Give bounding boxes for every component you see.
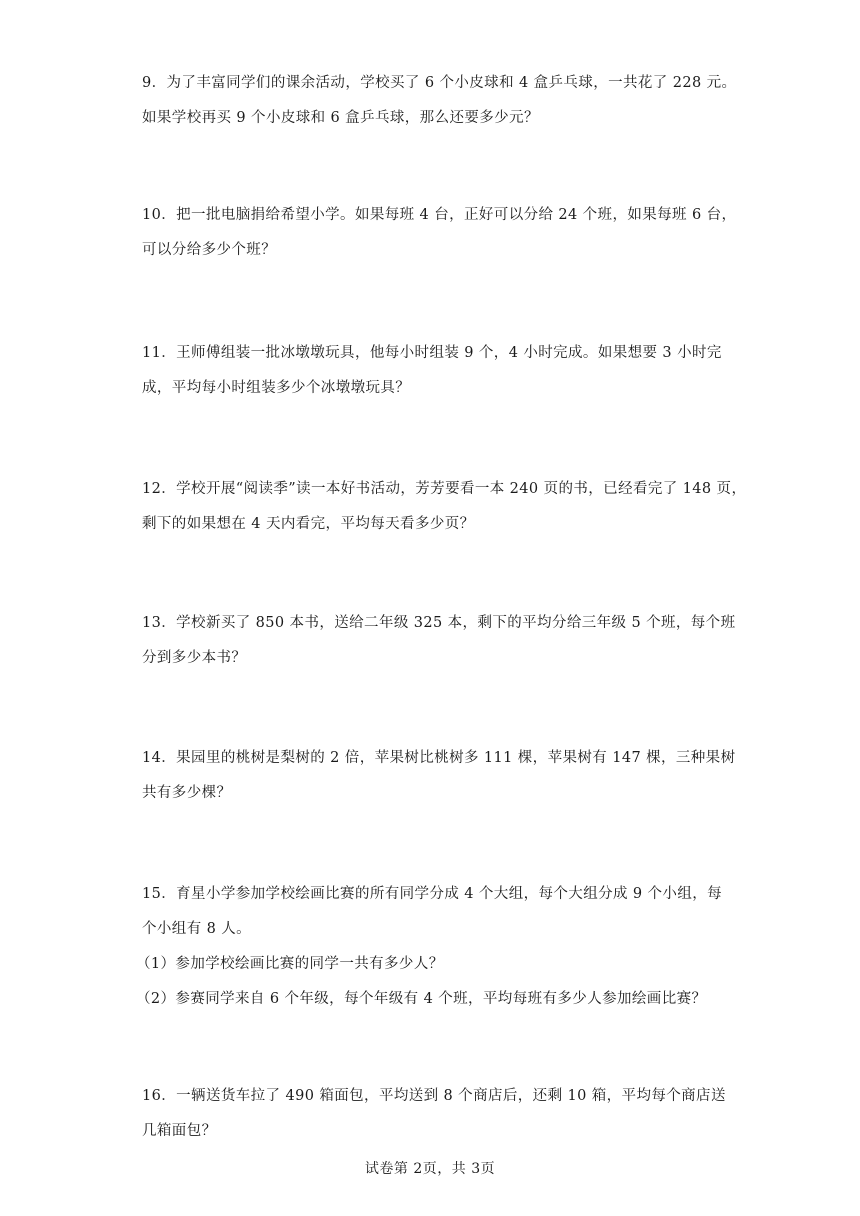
question-line: 共有多少棵？ <box>142 785 232 801</box>
question-line: 成，平均每小时组装多少个冰墩墩玩具？ <box>142 380 411 396</box>
question-11 <box>142 336 724 406</box>
question-9 <box>142 66 737 136</box>
sub-question-2: （2）参赛同学来自 6 个年级，每个年级有 4 个班，平均每班有多少人参加绘画比赛？ <box>136 991 707 1007</box>
question-line: 如果学校再买 9 个小皮球和 6 盒乒乓球，那么还要多少元？ <box>142 110 539 126</box>
question-line: 分到多少本书？ <box>142 650 247 666</box>
question-line: 16．一辆送货车拉了 490 箱面包，平均送到 8 个商店后，还剩 10 箱，平均每个商店送 <box>142 1088 726 1104</box>
question-line: 可以分给多少个班？ <box>142 242 277 258</box>
sub-question-1: （1）参加学校绘画比赛的同学一共有多少人？ <box>136 956 444 972</box>
question-line: 10．把一批电脑捐给希望小学。如果每班 4 台，正好可以分给 24 个班，如果每班 6 台， <box>142 207 737 223</box>
question-10 <box>142 198 737 268</box>
question-12 <box>142 472 747 542</box>
question-line: 15．育星小学参加学校绘画比赛的所有同学分成 4 个大组，每个大组分成 9 个小组，每 <box>142 886 723 902</box>
question-line: 14．果园里的桃树是梨树的 2 倍，苹果树比桃树多 111 棵，苹果树有 147 棵，三种果树 <box>142 750 736 766</box>
question-15 <box>136 877 724 1017</box>
question-line: 剩下的如果想在 4 天内看完，平均每天看多少页？ <box>142 516 475 532</box>
question-line: 13．学校新买了 850 本书，送给二年级 325 本，剩下的平均分给三年级 5 个班，每个班 <box>142 615 736 631</box>
question-14 <box>142 741 736 811</box>
question-13 <box>142 606 736 676</box>
question-line: 9．为了丰富同学们的课余活动，学校买了 6 个小皮球和 4 盒乒乓球，一共花了 228 元。 <box>142 75 737 91</box>
page-footer: 试卷第 2页，共 3页 <box>364 1161 496 1177</box>
question-line: 11．王师傅组装一批冰墩墩玩具，他每小时组装 9 个，4 小时完成。如果想要 3 小时完 <box>142 345 722 361</box>
question-line: 12．学校开展“阅读季”读一本好书活动，芳芳要看一本 240 页的书，已经看完了 148 页， <box>142 481 747 497</box>
question-line: 个小组有 8 人。 <box>142 921 252 937</box>
question-line: 几箱面包？ <box>142 1123 217 1139</box>
question-16 <box>142 1079 724 1149</box>
